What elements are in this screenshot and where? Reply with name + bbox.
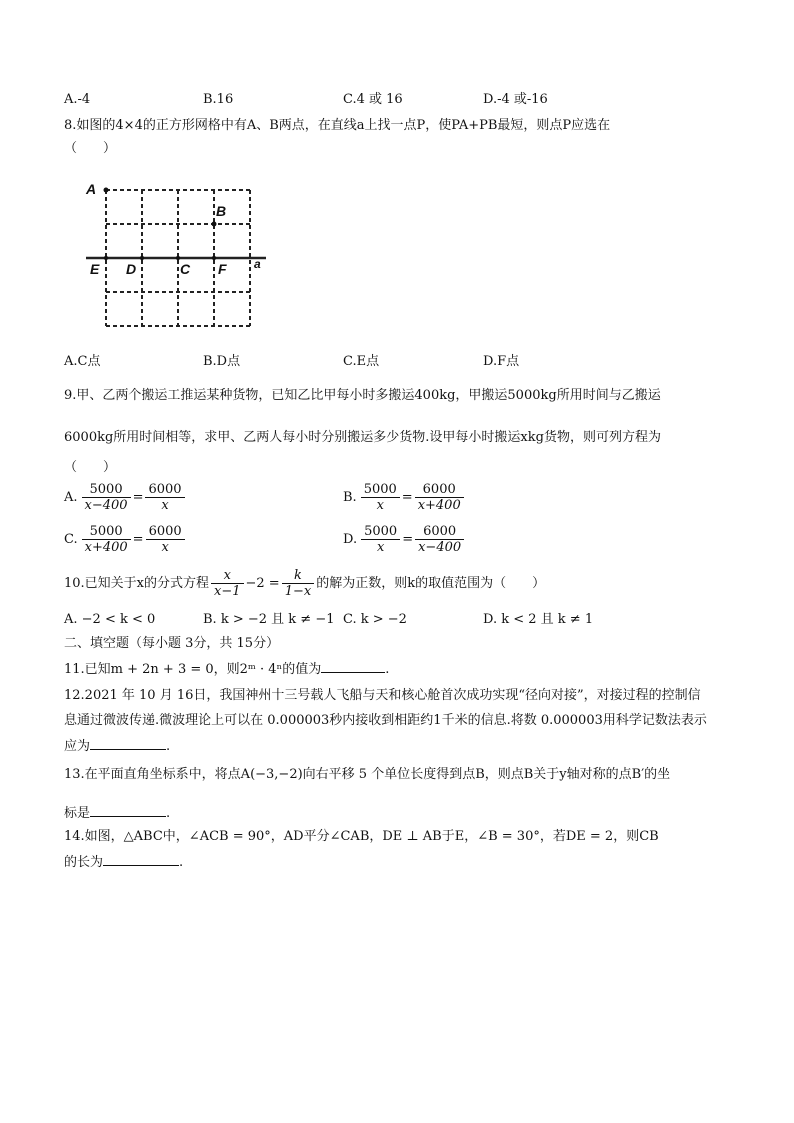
q13-line2: 标是 . bbox=[64, 806, 171, 821]
answer-blank[interactable] bbox=[90, 737, 166, 750]
q8-grid-figure bbox=[80, 180, 280, 335]
q9-option-c: C. $\frac{5000}{x+400}$ = $\frac{6000}{x}$ bbox=[64, 524, 187, 555]
q14-line1: 14.如图，△ABC中，∠ACB = 90°，AD平分∠CAB，DE ⊥ AB于E，∠B = 30°，若DE = 2，则CB bbox=[64, 829, 659, 844]
q9-stem-line1: 9.甲、乙两个搬运工推运某种货物，已知乙比甲每小时多搬运400kg，甲搬运5000kg所用时间与乙搬运 bbox=[64, 388, 661, 403]
q7-option-d: D.-4 或-16 bbox=[483, 92, 548, 107]
q11: 11.已知m + 2n + 3 = 0，则2ᵐ · 4ⁿ的值为 . bbox=[64, 662, 390, 677]
q12-line1: 12.2021 年 10 月 16日，我国神州十三号载人飞船与天和核心舱首次成功实现“径向对接”，对接过程的控制信 bbox=[64, 688, 701, 703]
q10-option-b: B. k > −2 且 k ≠ −1 bbox=[203, 612, 335, 627]
q10-option-c: C. k > −2 bbox=[343, 612, 407, 627]
q7-option-a: A.-4 bbox=[64, 92, 91, 107]
label-line-a: a bbox=[254, 257, 261, 271]
q12-line3: 应为 . bbox=[64, 739, 171, 754]
q9-stem-line2: 6000kg所用时间相等，求甲、乙两人每小时分别搬运多少货物.设甲每小时搬运xkg货物，则可列方程为 bbox=[64, 430, 661, 445]
q8-paren: （ ） bbox=[64, 141, 117, 156]
q14-line2: 的长为 . bbox=[64, 855, 184, 870]
q8-option-a: A.C点 bbox=[64, 354, 101, 369]
q7-option-c: C.4 或 16 bbox=[343, 92, 403, 107]
q8-option-b: B.D点 bbox=[203, 354, 241, 369]
q9-option-b: B. $\frac{5000}{x}$ = $\frac{6000}{x+400}$ bbox=[343, 482, 466, 513]
q9-option-a: A. $\frac{5000}{x-400}$ = $\frac{6000}{x}$ bbox=[64, 482, 187, 513]
label-f: F bbox=[218, 261, 227, 277]
answer-blank[interactable] bbox=[321, 660, 385, 673]
q10-option-a: A. −2 < k < 0 bbox=[64, 612, 156, 627]
answer-blank[interactable] bbox=[103, 853, 179, 866]
section-heading: 二、填空题（每小题 3分，共 15分） bbox=[64, 636, 280, 651]
q12-line2: 息通过微波传递.微波理论上可以在 0.000003秒内接收到相距约1千米的信息.将数 0.000003用科学记数法表示 bbox=[64, 713, 707, 728]
label-c: C bbox=[180, 261, 191, 277]
point-b bbox=[212, 222, 217, 227]
q10-stem: 10.已知关于x的分式方程 $\frac{x}{x-1}$ −2 = $\frac{k}{1-x}$ 的解为正数，则k的取值范围为（ ） bbox=[64, 568, 546, 599]
q8-option-c: C.E点 bbox=[343, 354, 380, 369]
q8-option-d: D.F点 bbox=[483, 354, 520, 369]
label-d: D bbox=[126, 261, 137, 277]
label-e: E bbox=[90, 261, 100, 277]
label-b: B bbox=[216, 203, 227, 219]
q8-stem: 8.如图的4×4的正方形网格中有A、B两点，在直线a上找一点P，使PA+PB最短，则点P应选在 bbox=[64, 118, 611, 133]
point-a bbox=[104, 188, 109, 193]
label-a: A bbox=[86, 181, 97, 197]
q9-option-d: D. $\frac{5000}{x}$ = $\frac{6000}{x-400}$ bbox=[343, 524, 466, 555]
answer-blank[interactable] bbox=[90, 804, 166, 817]
q7-option-b: B.16 bbox=[203, 92, 234, 107]
q10-option-d: D. k < 2 且 k ≠ 1 bbox=[483, 612, 594, 627]
q13-line1: 13.在平面直角坐标系中，将点A(−3,−2)向右平移 5 个单位长度得到点B，则点B关于y轴对称的点B′的坐 bbox=[64, 767, 671, 782]
q9-paren: （ ） bbox=[64, 460, 117, 475]
